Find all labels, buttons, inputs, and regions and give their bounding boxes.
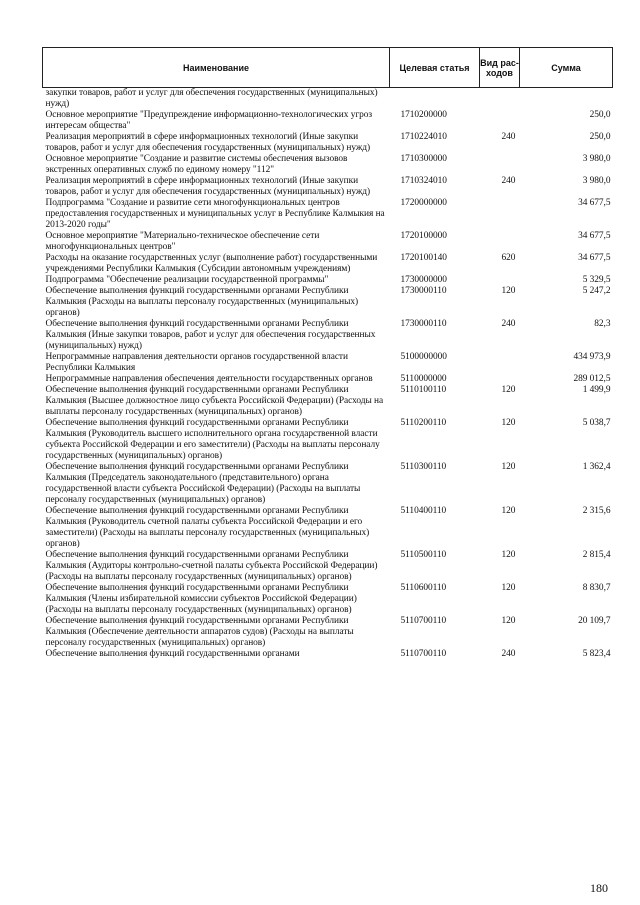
row-sum: [520, 88, 613, 111]
row-target-article: 1710200000: [400, 110, 447, 120]
header-expense-type: Вид рас-ходов: [480, 48, 520, 88]
table-row: [43, 418, 613, 462]
row-target-article: 1730000110: [400, 286, 447, 296]
row-sum: 2 315,6: [582, 506, 611, 516]
row-target-article: 5110100110: [400, 385, 447, 395]
row-name: Реализация мероприятий в сфере информационных технологий (Иные закупки товаров, работ и услуг для обеспечения государственных (муниципальных) нужд): [45, 176, 371, 197]
row-sum: 8 830,7: [582, 583, 611, 593]
row-expense-type: 120: [501, 616, 516, 626]
row-name: Непрограммные направления деятельности органов государственной власти Республики Калмыкия: [45, 352, 348, 373]
table-header-row: [43, 48, 613, 88]
row-expense-type: 120: [501, 385, 516, 395]
table-row: [43, 506, 613, 550]
table-row: [43, 550, 613, 583]
table-row: [43, 253, 613, 275]
row-expense-type: 240: [501, 649, 516, 659]
row-target-article: 1730000000: [400, 275, 447, 285]
row-expense-type: [480, 198, 520, 231]
row-sum: 34 677,5: [578, 198, 611, 208]
row-target-article: 1720000000: [400, 198, 447, 208]
row-expense-type: [480, 275, 520, 286]
table-row: [43, 385, 613, 418]
page-number: 180: [590, 881, 608, 895]
row-sum: 289 012,5: [573, 374, 611, 384]
row-name: Подпрограмма "Обеспечение реализации государственной программы": [45, 275, 329, 285]
row-sum: 1 362,4: [582, 462, 611, 472]
row-name: Реализация мероприятий в сфере информационных технологий (Иные закупки товаров, работ и услуг для обеспечения государственных (муниципальных) нужд): [45, 132, 371, 153]
row-target-article: 1720100140: [400, 253, 447, 263]
table-row: [43, 231, 613, 253]
table-row: [43, 462, 613, 506]
table-row: [43, 319, 613, 352]
row-name: Обеспечение выполнения функций государственными органами Республики Калмыкия (Обеспечение деятельности аппаратов судов) (Расходы на выплаты персоналу государственных (муниципальных) органов): [45, 616, 354, 648]
table-row: [43, 583, 613, 616]
row-expense-type: [480, 88, 520, 111]
row-target-article: 5110000000: [400, 374, 447, 384]
table-row: [43, 616, 613, 649]
row-target-article: 1720100000: [400, 231, 447, 241]
table-row: [43, 374, 613, 385]
row-sum: 34 677,5: [578, 231, 611, 241]
table-row: [43, 198, 613, 231]
table-row: [43, 110, 613, 132]
table-row: [43, 286, 613, 319]
row-name: Обеспечение выполнения функций государственными органами Республики Калмыкия (Члены избирательной комиссии субъектов Российской Федерации) (Расходы на выплаты персоналу государственных (муниципальных) органов): [45, 583, 357, 615]
table-row: [43, 649, 613, 660]
row-target-article: [390, 88, 480, 111]
budget-table: [42, 47, 613, 660]
header-sum: Сумма: [520, 48, 613, 88]
row-expense-type: 120: [501, 583, 516, 593]
row-expense-type: 120: [501, 506, 516, 516]
row-expense-type: 120: [501, 462, 516, 472]
table-row: [43, 88, 613, 111]
row-expense-type: 120: [501, 550, 516, 560]
row-sum: 250,0: [589, 110, 611, 120]
row-name: Обеспечение выполнения функций государственными органами Республики Калмыкия (Председатель законодательного (представительного) органа государственной власти субъекта Российской Федерации) (Расходы на выплаты персоналу государственных (муниципальных) органов): [45, 462, 361, 505]
row-target-article: 5110700110: [400, 616, 447, 626]
row-expense-type: [480, 231, 520, 253]
row-name: Обеспечение выполнения функций государственными органами: [45, 649, 300, 659]
row-expense-type: [480, 154, 520, 176]
row-target-article: 5110500110: [400, 550, 447, 560]
row-sum: 3 980,0: [582, 176, 611, 186]
row-sum: 434 973,9: [573, 352, 611, 362]
row-target-article: 1710324010: [400, 176, 447, 186]
row-name: Расходы на оказание государственных услуг (выполнение работ) государственными учреждениями Республики Калмыкия (Субсидии автономным учреждениям): [45, 253, 378, 274]
row-name: Основное мероприятие "Предупреждение информационно-технологических угроз интересам общества": [45, 110, 373, 131]
row-expense-type: [480, 374, 520, 385]
row-expense-type: 240: [501, 319, 516, 329]
table-body: [43, 88, 613, 661]
row-expense-type: 120: [501, 286, 516, 296]
row-sum: 5 247,2: [582, 286, 611, 296]
row-name: Обеспечение выполнения функций государственными органами Республики Калмыкия (Аудиторы контрольно-счетной палаты субъекта Российской Федерации) (Расходы на выплаты персоналу государственных (муниципальных) органов): [45, 550, 378, 582]
row-name: Обеспечение выполнения функций государственными органами Республики Калмыкия (Руководитель счетной палаты субъекта Российской Федерации и его заместители) (Расходы на выплаты персоналу государственных (муниципальных) органов): [45, 506, 370, 549]
row-expense-type: 620: [501, 253, 516, 263]
row-target-article: 1710224010: [400, 132, 447, 142]
row-expense-type: 120: [501, 418, 516, 428]
row-sum: 34 677,5: [578, 253, 611, 263]
row-sum: 1 499,9: [582, 385, 611, 395]
row-name: Основное мероприятие "Материально-техническое обеспечение сети многофункциональных центров": [45, 231, 320, 252]
row-name: закупки товаров, работ и услуг для обеспечения государственных (муниципальных) нужд): [45, 88, 378, 109]
table-row: [43, 154, 613, 176]
row-name: Подпрограмма "Создание и развитие сети многофункциональных центров предоставления государственных и муниципальных услуг в Республике Калмыкия на 2013-2020 годы": [45, 198, 385, 230]
header-target-article: Целевая статья: [390, 48, 480, 88]
row-name: Обеспечение выполнения функций государственными органами Республики Калмыкия (Расходы на выплаты персоналу государственных (муниципальных) органов): [45, 286, 359, 318]
header-name: Наименование: [43, 48, 390, 88]
row-name: Непрограммные направления обеспечения деятельности государственных органов: [45, 374, 373, 384]
row-expense-type: [480, 352, 520, 374]
row-expense-type: 240: [501, 132, 516, 142]
row-expense-type: [480, 110, 520, 132]
table-row: [43, 176, 613, 198]
row-sum: 82,3: [594, 319, 611, 329]
row-expense-type: 240: [501, 176, 516, 186]
row-sum: 20 109,7: [578, 616, 611, 626]
table-row: [43, 275, 613, 286]
row-target-article: 5110700110: [400, 649, 447, 659]
row-name: Обеспечение выполнения функций государственными органами Республики Калмыкия (Иные закупки товаров, работ и услуг для обеспечения государственных (муниципальных) нужд): [45, 319, 376, 351]
row-target-article: 1710300000: [400, 154, 447, 164]
row-sum: 250,0: [589, 132, 611, 142]
row-target-article: 5100000000: [400, 352, 447, 362]
row-target-article: 1730000110: [400, 319, 447, 329]
row-target-article: 5110200110: [400, 418, 447, 428]
row-name: Обеспечение выполнения функций государственными органами Республики Калмыкия (Руководитель высшего исполнительного органа государственной власти субъекта Российской Федерации и его заместители) (Расходы на выплаты персоналу государственных (муниципальных) органов): [45, 418, 380, 461]
row-sum: 5 823,4: [582, 649, 611, 659]
table-row: [43, 352, 613, 374]
row-sum: 3 980,0: [582, 154, 611, 164]
row-name: Основное мероприятие "Создание и развитие системы обеспечения вызовов экстренных оперативных служб по единому номеру "112": [45, 154, 348, 175]
row-sum: 5 329,5: [582, 275, 611, 285]
row-name: Обеспечение выполнения функций государственными органами Республики Калмыкия (Высшее должностное лицо субъекта Российской Федерации) (Расходы на выплаты персоналу государственных (муниципальных) органов): [45, 385, 384, 417]
row-target-article: 5110300110: [400, 462, 447, 472]
row-sum: 5 038,7: [582, 418, 611, 428]
row-target-article: 5110600110: [400, 583, 447, 593]
table-row: [43, 132, 613, 154]
row-sum: 2 815,4: [582, 550, 611, 560]
row-target-article: 5110400110: [400, 506, 447, 516]
